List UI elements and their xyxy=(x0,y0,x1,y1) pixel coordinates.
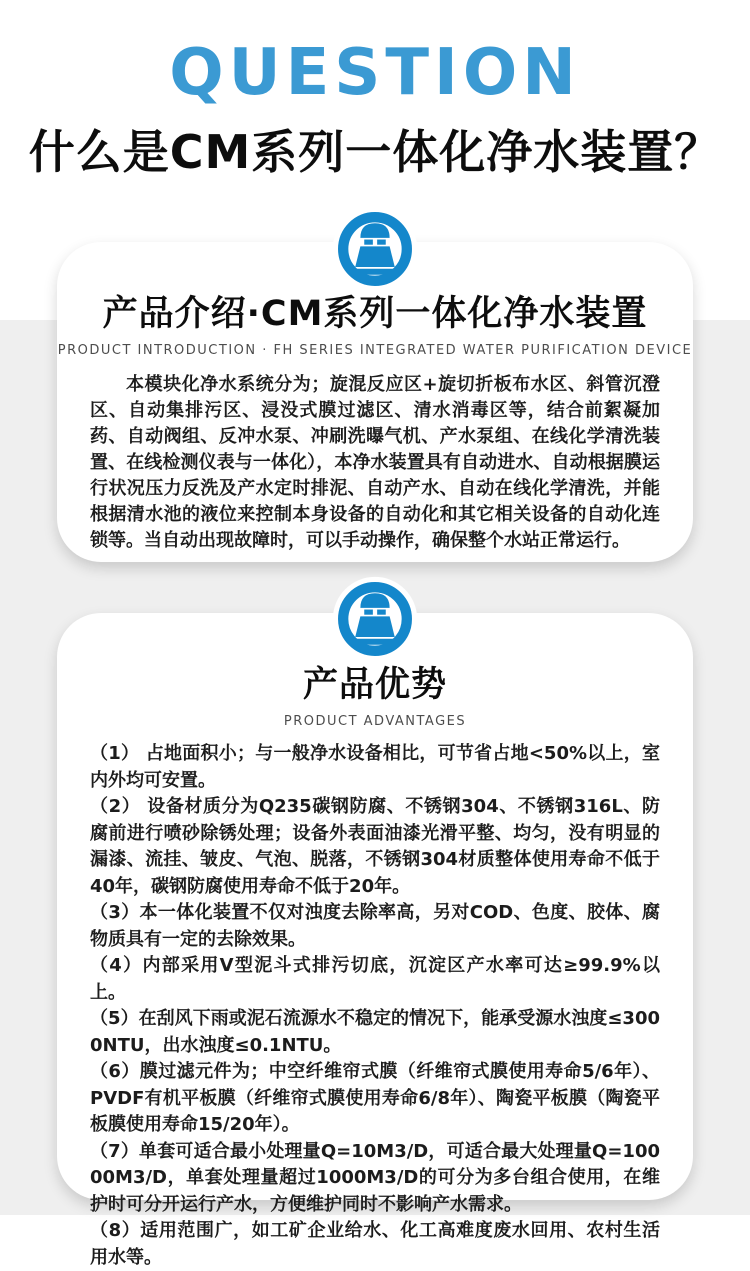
advantage-item: （6）膜过滤元件为；中空纤维帘式膜（纤维帘式膜使用寿命5/6年）、PVDF有机平板膜（纤维帘式膜使用寿命6/8年）、陶瓷平板膜（陶瓷平板膜使用寿命15/20年）。 xyxy=(90,1061,660,1135)
page-title: 什么是CM系列一体化净水装置？ xyxy=(28,125,722,179)
advantage-item: （7）单套可适合最小处理量Q=10M3/D，可适合最大处理量Q=10000M3/D，单套处理量超过1000M3/D的可分为多台组合使用，在维护时可分开运行产水，方便维护同时不影响产水需求。 xyxy=(90,1140,660,1215)
advantage-item: （1） 占地面积小；与一般净水设备相比，可节省占地<50%以上，室内外均可安置。 xyxy=(90,743,660,791)
advantage-item: （4）内部采用V型泥斗式排污切底，沉淀区产水率可达≥99.9%以上。 xyxy=(90,955,660,1003)
intro-card-subtitle: PRODUCT INTRODUCTION · FH SERIES INTEGRATED WATER PURIFICATION DEVICE xyxy=(57,343,693,358)
water-purifier-icon xyxy=(332,576,418,662)
advantages-card-subtitle: PRODUCT ADVANTAGES xyxy=(283,714,467,729)
water-purifier-icon xyxy=(332,206,418,292)
advantages-list xyxy=(90,741,660,1271)
advantage-item: （3）本一体化装置不仅对浊度去除率高，另对COD、色度、胶体、腐物质具有一定的去除效果。 xyxy=(90,902,660,950)
advantage-item: （8）适用范围广，如工矿企业给水、化工高难度废水回用、农村生活用水等。 xyxy=(90,1220,660,1268)
advantages-card xyxy=(57,613,693,1268)
intro-card-title: 产品介绍·CM系列一体化净水装置 xyxy=(102,294,648,334)
advantage-item: （5）在刮风下雨或泥石流源水不稳定的情况下，能承受源水浊度≤3000NTU，出水浊度≤0.1NTU。 xyxy=(90,1008,660,1056)
advantages-card-title: 产品优势 xyxy=(302,665,447,705)
advantage-item: （2） 设备材质分为Q235碳钢防腐、不锈钢304、不锈钢316L、防腐前进行喷砂除锈处理；设备外表面油漆光滑平整、均匀，没有明显的漏漆、流挂、皱皮、气泡、脱落，不锈钢304材质整体使用寿命不低于40年，碳钢防腐使用寿命不低于20年。 xyxy=(90,796,660,897)
question-heading: QUESTION xyxy=(169,36,581,110)
intro-card-body: 本模块化净水系统分为；旋混反应区+旋切折板布水区、斜管沉澄区、自动集排污区、浸没式膜过滤区、清水消毒区等，结合前絮凝加药、自动阀组、反冲水泵、冲刷洗曝气机、产水泵组、在线化学清洗装置、在线检测仪表与一体化），本净水装置具有自动进水、自动根据膜运行状况压力反洗及产水定时排泥、自动产水、自动在线化学清洗，并能根据清水池的液位来控制本身设备的自动化和其它相关设备的自动化连锁等。当自动出现故障时，可以手动操作，确保整个水站正常运行。 xyxy=(90,374,660,551)
